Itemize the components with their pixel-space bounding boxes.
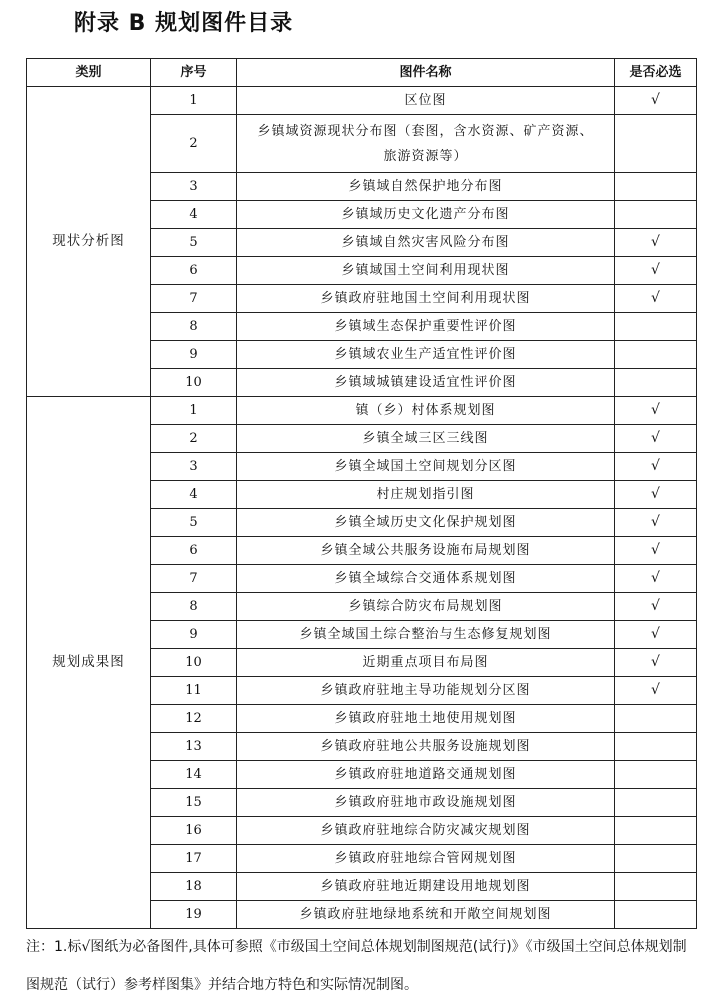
no-cell: 15 <box>151 789 237 817</box>
category-cell: 现状分析图 <box>27 87 151 397</box>
no-cell: 7 <box>151 565 237 593</box>
no-cell: 1 <box>151 87 237 115</box>
figure-name-cell: 乡镇政府驻地主导功能规划分区图 <box>237 677 615 705</box>
required-cell <box>615 733 697 761</box>
figure-name-cell: 乡镇政府驻地公共服务设施规划图 <box>237 733 615 761</box>
figure-name-cell: 乡镇域资源现状分布图（套图，含水资源、矿产资源、旅游资源等） <box>237 115 615 173</box>
figure-name-cell: 乡镇政府驻地道路交通规划图 <box>237 761 615 789</box>
no-cell: 13 <box>151 733 237 761</box>
required-cell <box>615 173 697 201</box>
required-cell: √ <box>615 229 697 257</box>
no-cell: 16 <box>151 817 237 845</box>
required-cell <box>615 341 697 369</box>
figure-name-cell: 乡镇政府驻地绿地系统和开敞空间规划图 <box>237 901 615 929</box>
required-cell <box>615 817 697 845</box>
header-no: 序号 <box>151 59 237 87</box>
no-cell: 6 <box>151 537 237 565</box>
figure-name-cell: 区位图 <box>237 87 615 115</box>
required-cell <box>615 115 697 173</box>
no-cell: 1 <box>151 397 237 425</box>
no-cell: 2 <box>151 425 237 453</box>
figure-name-cell: 乡镇政府驻地近期建设用地规划图 <box>237 873 615 901</box>
figure-name-cell: 乡镇政府驻地综合管网规划图 <box>237 845 615 873</box>
figure-name-cell: 乡镇域农业生产适宜性评价图 <box>237 341 615 369</box>
figure-name-cell: 乡镇政府驻地综合防灾减灾规划图 <box>237 817 615 845</box>
figure-name-cell: 镇（乡）村体系规划图 <box>237 397 615 425</box>
figure-name-cell: 乡镇政府驻地市政设施规划图 <box>237 789 615 817</box>
no-cell: 7 <box>151 285 237 313</box>
required-cell: √ <box>615 509 697 537</box>
required-cell: √ <box>615 453 697 481</box>
required-cell: √ <box>615 481 697 509</box>
category-cell: 规划成果图 <box>27 397 151 929</box>
required-cell <box>615 761 697 789</box>
no-cell: 17 <box>151 845 237 873</box>
no-cell: 10 <box>151 369 237 397</box>
figure-name-cell: 乡镇域生态保护重要性评价图 <box>237 313 615 341</box>
figure-name-cell: 乡镇全域三区三线图 <box>237 425 615 453</box>
required-cell <box>615 873 697 901</box>
figure-name-cell: 村庄规划指引图 <box>237 481 615 509</box>
no-cell: 5 <box>151 509 237 537</box>
required-cell: √ <box>615 425 697 453</box>
no-cell: 9 <box>151 621 237 649</box>
figure-name-cell: 乡镇域自然保护地分布图 <box>237 173 615 201</box>
required-cell: √ <box>615 649 697 677</box>
required-cell <box>615 789 697 817</box>
required-cell: √ <box>615 397 697 425</box>
table-body <box>27 87 697 929</box>
page-title: 附录 B 规划图件目录 <box>74 11 294 36</box>
required-cell <box>615 369 697 397</box>
table-row <box>27 397 697 425</box>
no-cell: 18 <box>151 873 237 901</box>
required-cell <box>615 901 697 929</box>
no-cell: 4 <box>151 481 237 509</box>
figure-name-cell: 乡镇域城镇建设适宜性评价图 <box>237 369 615 397</box>
figure-name-cell: 乡镇综合防灾布局规划图 <box>237 593 615 621</box>
required-cell <box>615 313 697 341</box>
no-cell: 2 <box>151 115 237 173</box>
no-cell: 10 <box>151 649 237 677</box>
no-cell: 6 <box>151 257 237 285</box>
figure-name-cell: 乡镇全域国土综合整治与生态修复规划图 <box>237 621 615 649</box>
header-required: 是否必选 <box>615 59 697 87</box>
no-cell: 9 <box>151 341 237 369</box>
required-cell <box>615 705 697 733</box>
required-cell <box>615 201 697 229</box>
required-cell: √ <box>615 285 697 313</box>
figure-name-cell: 乡镇全域综合交通体系规划图 <box>237 565 615 593</box>
no-cell: 3 <box>151 453 237 481</box>
no-cell: 14 <box>151 761 237 789</box>
figure-name-cell: 近期重点项目布局图 <box>237 649 615 677</box>
figure-name-cell: 乡镇域自然灾害风险分布图 <box>237 229 615 257</box>
required-cell <box>615 845 697 873</box>
figure-name-cell: 乡镇全域公共服务设施布局规划图 <box>237 537 615 565</box>
no-cell: 5 <box>151 229 237 257</box>
figure-name-cell: 乡镇全域历史文化保护规划图 <box>237 509 615 537</box>
figure-catalog-table <box>26 58 697 929</box>
header-category: 类别 <box>27 59 151 87</box>
no-cell: 8 <box>151 313 237 341</box>
figure-name-cell: 乡镇域国土空间利用现状图 <box>237 257 615 285</box>
required-cell: √ <box>615 621 697 649</box>
footnote: 注：1.标√图纸为必备图件,具体可参照《市级国土空间总体规划制图规范(试行)》《市级国土空间总体规划制图规范（试行）参考样图集》并结合地方特色和实际情况制图。 <box>26 939 687 993</box>
no-cell: 4 <box>151 201 237 229</box>
no-cell: 12 <box>151 705 237 733</box>
no-cell: 3 <box>151 173 237 201</box>
figure-name-cell: 乡镇域历史文化遗产分布图 <box>237 201 615 229</box>
required-cell: √ <box>615 537 697 565</box>
figure-name-cell: 乡镇政府驻地国土空间利用现状图 <box>237 285 615 313</box>
figure-name-cell: 乡镇政府驻地土地使用规划图 <box>237 705 615 733</box>
required-cell: √ <box>615 565 697 593</box>
header-name: 图件名称 <box>237 59 615 87</box>
no-cell: 11 <box>151 677 237 705</box>
table-header-row <box>27 59 697 87</box>
required-cell: √ <box>615 87 697 115</box>
no-cell: 19 <box>151 901 237 929</box>
figure-name-cell: 乡镇全域国土空间规划分区图 <box>237 453 615 481</box>
required-cell: √ <box>615 593 697 621</box>
required-cell: √ <box>615 257 697 285</box>
table-row <box>27 87 697 115</box>
required-cell: √ <box>615 677 697 705</box>
no-cell: 8 <box>151 593 237 621</box>
